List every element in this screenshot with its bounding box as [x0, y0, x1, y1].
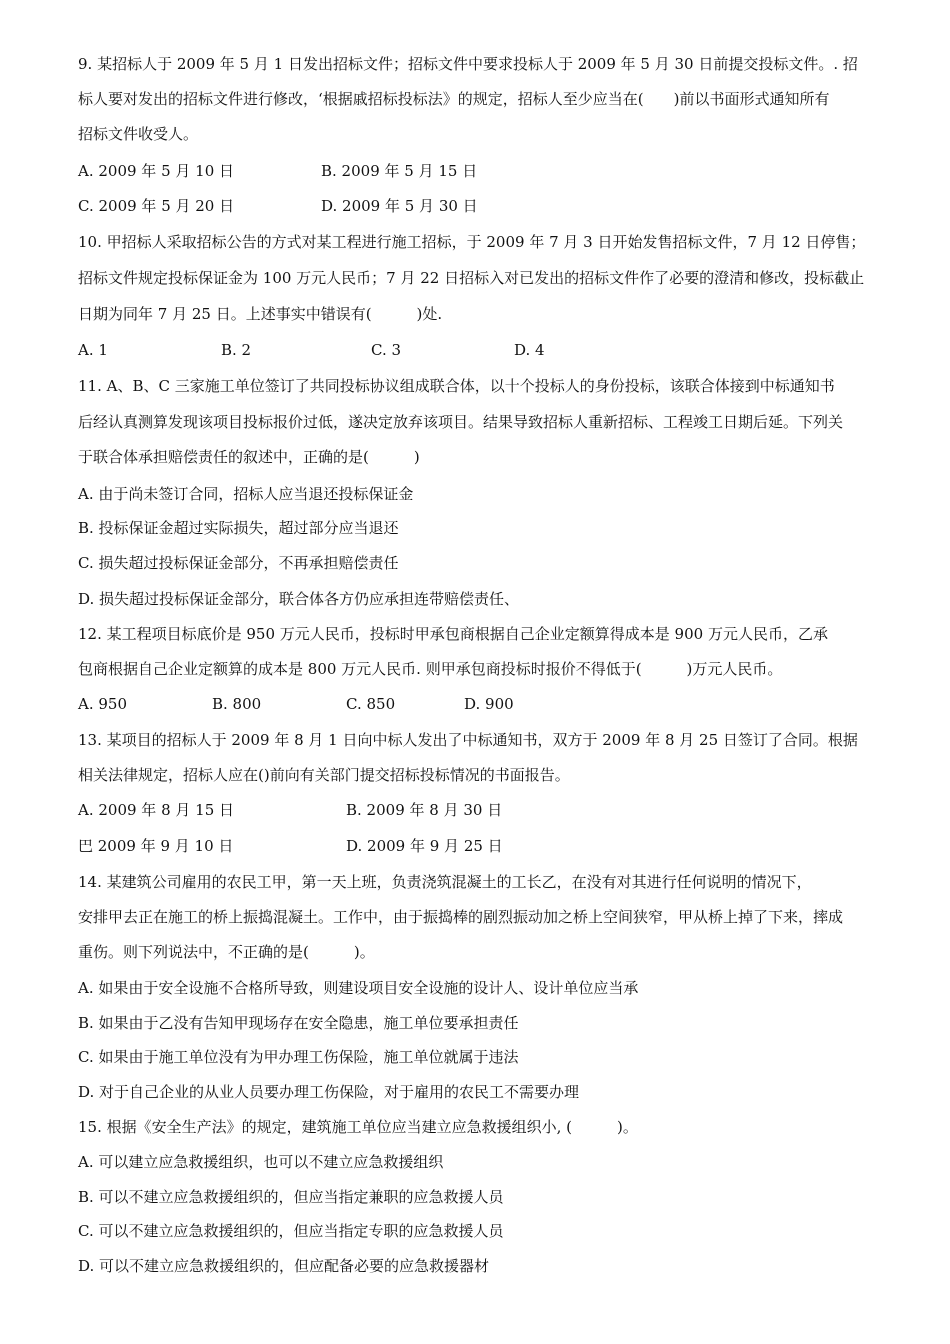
- question-9-line-3: 招标文件收受人。: [78, 125, 199, 143]
- question-13-option-a: A. 2009 年 8 月 15 日: [78, 801, 235, 819]
- question-13-line-1: 13. 某项目的招标人于 2009 年 8 月 1 日向中标人发出了中标通知书，双方于 2009 年 8 月 25 日签订了合同。根据: [78, 731, 858, 749]
- question-13-option-d: D. 2009 年 9 月 25 日: [346, 837, 503, 855]
- question-12-option-d: D. 900: [464, 695, 514, 713]
- question-13-line-2: 相关法律规定，招标人应在()前向有关部门提交招标投标情况的书面报告。: [78, 766, 570, 784]
- question-14-line-1: 14. 某建筑公司雇用的农民工甲，第一天上班，负责浇筑混凝土的工长乙，在没有对其进行任何说明的情况下，: [78, 873, 812, 891]
- question-10-line-2: 招标文件规定投标保证金为 100 万元人民币；7 月 22 日招标入对已发出的招标文件作了必要的澄清和修改，投标截止: [78, 269, 865, 287]
- question-12-option-c: C. 850: [346, 695, 396, 713]
- question-15-option-d: D. 可以不建立应急救援组织的，但应配备必要的应急救援器材: [78, 1257, 490, 1275]
- question-14-option-a: A. 如果由于安全设施不合格所导致，则建设项目安全设施的设计人、设计单位应当承: [78, 979, 639, 997]
- question-11-line-1: 11. A、B、C 三家施工单位签订了共同投标协议组成联合体，以十个投标人的身份投标，该联合体接到中标通知书: [78, 377, 835, 395]
- question-9-option-c: C. 2009 年 5 月 20 日: [78, 197, 235, 215]
- question-13-option-b: B. 2009 年 8 月 30 日: [346, 801, 503, 819]
- question-14-option-c: C. 如果由于施工单位没有为甲办理工伤保险，施工单位就属于违法: [78, 1048, 519, 1066]
- question-11-option-a: A. 由于尚未签订合同，招标人应当退还投标保证金: [78, 485, 414, 503]
- question-12-option-a: A. 950: [78, 695, 127, 713]
- question-10-option-c: C. 3: [371, 341, 402, 359]
- question-12-line-2: 包商根据自己企业定额算的成本是 800 万元人民币. 则甲承包商投标时报价不得低于( )万元人民币。: [78, 660, 783, 678]
- question-12-option-b: B. 800: [212, 695, 262, 713]
- question-10-option-d: D. 4: [514, 341, 545, 359]
- question-14-option-b: B. 如果由于乙没有告知甲现场存在安全隐患，施工单位要承担责任: [78, 1014, 519, 1032]
- question-11-option-c: C. 损失超过投标保证金部分，不再承担赔偿责任: [78, 554, 399, 572]
- question-11-line-3: 于联合体承担赔偿责任的叙述中，正确的是( ): [78, 448, 420, 466]
- question-15-line-1: 15. 根据《安全生产法》的规定，建筑施工单位应当建立应急救援组织小, ( )。: [78, 1118, 638, 1136]
- question-9-line-1: 9. 某招标人于 2009 年 5 月 1 日发出招标文件；招标文件中要求投标人于 2009 年 5 月 30 日前提交投标文件。. 招: [78, 55, 858, 73]
- question-14-line-3: 重伤。则下列说法中，不正确的是( )。: [78, 943, 375, 961]
- question-10-line-3: 日期为同年 7 月 25 日。上述事实中错误有( )处.: [78, 305, 443, 323]
- question-15-option-a: A. 可以建立应急救援组织，也可以不建立应急救援组织: [78, 1153, 444, 1171]
- question-9-line-2: 标人要对发出的招标文件进行修改，‘根据戚招标投标法》的规定，招标人至少应当在( )前以书面形式通知所有: [78, 90, 830, 108]
- question-11-line-2: 后经认真测算发现该项目投标报价过低，遂决定放弃该项目。结果导致招标人重新招标、工程竣工日期后延。下列关: [78, 413, 844, 431]
- question-14-option-d: D. 对于自己企业的从业人员要办理工伤保险，对于雇用的农民工不需要办理: [78, 1083, 580, 1101]
- question-12-line-1: 12. 某工程项目标底价是 950 万元人民币，投标时甲承包商根据自己企业定额算得成本是 900 万元人民币，乙承: [78, 625, 828, 643]
- question-13-option-c: 巴 2009 年 9 月 10 日: [78, 837, 234, 855]
- question-15-option-b: B. 可以不建立应急救援组织的，但应当指定兼职的应急救援人员: [78, 1188, 504, 1206]
- question-10-line-1: 10. 甲招标人采取招标公告的方式对某工程进行施工招标，于 2009 年 7 月 3 日开始发售招标文件，7 月 12 日停售；: [78, 233, 866, 251]
- question-9-option-d: D. 2009 年 5 月 30 日: [321, 197, 478, 215]
- question-14-line-2: 安排甲去正在施工的桥上振捣混凝土。工作中，由于振捣棒的剧烈振动加之桥上空间狭窄，甲从桥上掉了下来，摔成: [78, 908, 844, 926]
- question-10-option-b: B. 2: [221, 341, 252, 359]
- question-11-option-d: D. 损失超过投标保证金部分，联合体各方仍应承担连带赔偿责任、: [78, 590, 520, 608]
- question-15-option-c: C. 可以不建立应急救援组织的，但应当指定专职的应急救援人员: [78, 1222, 504, 1240]
- question-11-option-b: B. 投标保证金超过实际损失，超过部分应当退还: [78, 519, 399, 537]
- question-9-option-b: B. 2009 年 5 月 15 日: [321, 162, 478, 180]
- question-9-option-a: A. 2009 年 5 月 10 日: [78, 162, 235, 180]
- question-10-option-a: A. 1: [78, 341, 108, 359]
